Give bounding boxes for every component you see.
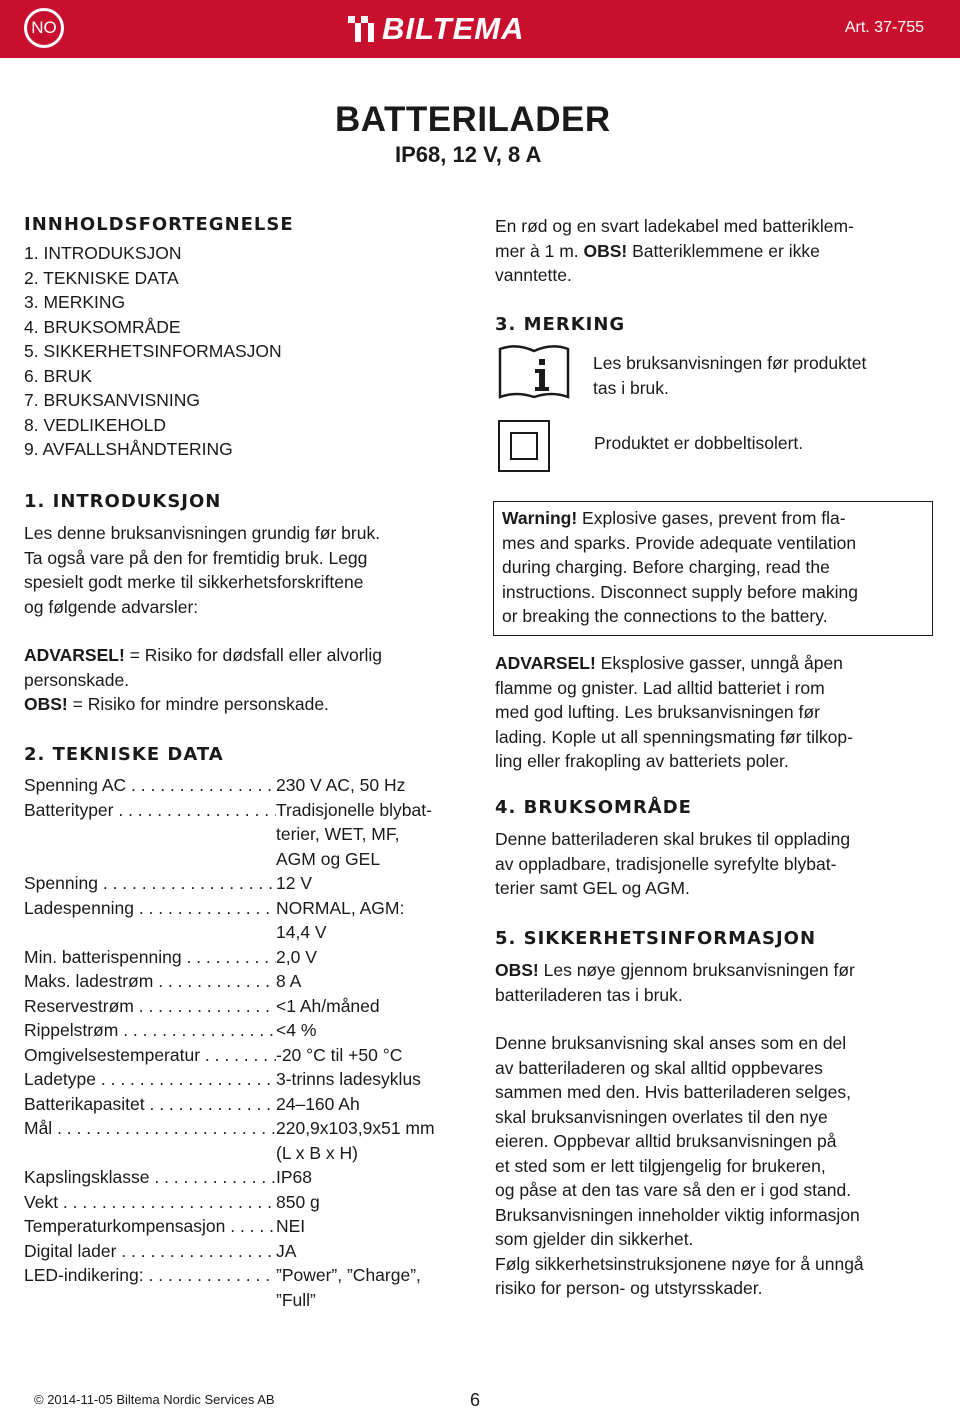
spec-value: [276, 1018, 474, 1043]
warning-box: Warning! Explosive gases, prevent from fla- mes and sparks. Provide adequate ventilation during charging. Before charging, read the instructions. Disconnect supply before making or breaking the connections to the battery.: [493, 501, 933, 636]
sikkerhet-line: Denne bruksanvisning skal anses som en del: [495, 1033, 847, 1053]
sikkerhet-heading: 5. SIKKERHETSINFORMASJON: [495, 928, 817, 949]
spec-key: Reservestrøm . . .: [24, 994, 276, 1019]
spec-row: [24, 1165, 474, 1190]
spec-value-line: 850 g: [276, 1191, 320, 1212]
spec-key: Batterikapasitet . . .: [24, 1092, 276, 1117]
spec-row: [24, 896, 474, 945]
sikkerhet-line: sammen med den. Hvis batteriladeren selges,: [495, 1082, 852, 1102]
sikkerhet-obs-line: Les nøye gjennom bruksanvisningen før: [538, 960, 855, 980]
spec-key: Rippelstrøm . . .: [24, 1018, 276, 1043]
spec-value: [276, 773, 474, 798]
spec-value-line: 2,0 V: [276, 946, 317, 967]
spec-value-line: 220,9x103,9x51 mm: [276, 1118, 435, 1138]
spec-value-line: 3-trinns ladesyklus: [276, 1069, 421, 1089]
warning-line: mes and sparks. Provide adequate ventilation: [502, 532, 857, 553]
toc-list: [24, 241, 464, 462]
bruk-line: terier samt GEL og AGM.: [495, 878, 690, 898]
document-title: BATTERILADER: [335, 100, 611, 139]
spec-value-line: -20 °C til +50 °C: [276, 1044, 403, 1065]
merking-double-text: Produktet er dobbeltisolert.: [594, 433, 804, 453]
spec-key: Digital lader . . .: [24, 1239, 276, 1264]
spec-row: [24, 1043, 474, 1068]
advarsel-line: med god lufting. Les bruksanvisningen før: [495, 702, 820, 722]
spec-value-line: ”Power”, ”Charge”,: [276, 1265, 421, 1285]
tech-heading-wrap: [24, 744, 224, 765]
spec-row: [24, 1263, 474, 1312]
spec-row: [24, 1116, 474, 1165]
language-badge: NO: [24, 8, 64, 48]
spec-key: Batterityper . . .: [24, 798, 276, 872]
spec-row: [24, 1239, 474, 1264]
copyright: © 2014-11-05 Biltema Nordic Services AB: [34, 1392, 275, 1407]
toc-item: 2. TEKNISKE DATA: [24, 267, 179, 288]
spec-key: Maks. ladestrøm . . .: [24, 969, 276, 994]
spec-row: [24, 1190, 474, 1215]
spec-row: [24, 1092, 474, 1117]
read-manual-icon: [498, 343, 570, 399]
sikkerhet-obs-line: batteriladeren tas i bruk.: [495, 984, 683, 1005]
spec-key: Mål . . .: [24, 1116, 276, 1165]
spec-key: Kapslingsklasse . . .: [24, 1165, 276, 1190]
spec-value-line: ”Full”: [276, 1289, 316, 1310]
warning-line: instructions. Disconnect supply before making: [502, 581, 859, 602]
intro-paragraph: [24, 521, 474, 619]
page-number: 6: [470, 1390, 481, 1410]
spec-key: Omgivelsestemperatur . . .: [24, 1043, 276, 1068]
spec-key: Temperaturkompensasjon . . .: [24, 1214, 276, 1239]
merking-heading-wrap: [495, 314, 625, 335]
obs-definition: OBS! = Risiko for mindre personskade.: [24, 694, 329, 714]
spec-value: [276, 798, 474, 872]
spec-value-line: (L x B x H): [276, 1142, 358, 1163]
double-insulation-icon: [498, 420, 550, 472]
sikkerhet-line: eieren. Oppbevar alltid bruksanvisningen på: [495, 1131, 837, 1151]
advarsel-line: ling eller frakopling av batteriets poler.: [495, 751, 789, 771]
warning-line: or breaking the connections to the battery.: [502, 606, 828, 626]
advarsel-definition: ADVARSEL! = Risiko for dødsfall eller alvorlig personskade.: [24, 645, 383, 690]
spec-value-line: terier, WET, MF,: [276, 824, 400, 844]
sikkerhet-line: risiko for person- og utstyrsskader.: [495, 1278, 763, 1298]
spec-key: Ladespenning . . .: [24, 896, 276, 945]
spec-key: Min. batterispenning . . .: [24, 945, 276, 970]
intro-line: Les denne bruksanvisningen grundig før bruk.: [24, 523, 381, 543]
sikkerhet-line: skal bruksanvisningen overlates til den nye: [495, 1106, 828, 1127]
spec-value: [276, 1239, 474, 1264]
intro-line: spesielt godt merke til sikkerhetsforskriftene: [24, 572, 364, 592]
spec-value: [276, 1214, 474, 1239]
toc-item: 1. INTRODUKSJON: [24, 243, 182, 263]
sikkerhet-line: Følg sikkerhetsinstruksjonene nøye for å unngå: [495, 1253, 864, 1274]
spec-value-line: Tradisjonelle blybat-: [276, 799, 432, 820]
spec-value-line: 24–160 Ah: [276, 1093, 360, 1114]
sikkerhet-line: av batteriladeren og skal alltid oppbevares: [495, 1057, 823, 1078]
spec-row: [24, 1067, 474, 1092]
advarsel-line: flamme og gnister. Lad alltid batteriet i rom: [495, 677, 825, 698]
toc-item: 3. MERKING: [24, 292, 126, 312]
bruk-line: Denne batteriladeren skal brukes til opplading: [495, 829, 851, 849]
spec-row: [24, 945, 474, 970]
spec-value-line: <4 %: [276, 1020, 317, 1040]
spec-row: [24, 1214, 474, 1239]
spec-value-line: 8 A: [276, 971, 302, 991]
toc-item: 5. SIKKERHETSINFORMASJON: [24, 341, 282, 361]
toc-heading: INNHOLDSFORTEGNELSE: [24, 214, 294, 235]
spec-key: Ladetype . . .: [24, 1067, 276, 1092]
sikkerhet-section: [495, 928, 935, 1301]
article-number: Art. 37-755: [844, 19, 924, 36]
spec-value-line: NEI: [276, 1216, 306, 1236]
spec-row: [24, 798, 474, 872]
spec-row: [24, 969, 474, 994]
cable-info: En rød og en svart ladekabel med batteriklem- mer à 1 m. OBS! Batteriklemmene er ikke vanntette.: [495, 216, 854, 285]
advarsel-line: Eksplosive gasser, unngå åpen: [595, 653, 843, 673]
toc-item: 7. BRUKSANVISNING: [24, 390, 201, 410]
spec-value: [276, 1263, 474, 1312]
bruksomrade-text: [495, 827, 935, 901]
warning-line: Explosive gases, prevent from fla-: [577, 508, 846, 528]
spec-value: [276, 994, 474, 1019]
spec-row: [24, 1018, 474, 1043]
spec-value: [276, 1165, 474, 1190]
spec-value-line: IP68: [276, 1167, 312, 1187]
spec-value: [276, 945, 474, 970]
brand-name: BILTEMA: [382, 11, 525, 46]
spec-key: LED-indikering: . . .: [24, 1263, 276, 1312]
spec-value-line: AGM og GEL: [276, 848, 381, 869]
advarsel-line: lading. Kople ut all spenningsmating før tilkop-: [495, 726, 853, 747]
spec-value: [276, 1190, 474, 1215]
intro-section: [24, 491, 474, 717]
spec-key: Spenning AC . . .: [24, 773, 276, 798]
spec-value-line: JA: [276, 1240, 297, 1261]
spec-value: [276, 1043, 474, 1068]
table-of-contents: [24, 214, 464, 462]
document-subtitle: IP68, 12 V, 8 A: [395, 142, 542, 167]
sikkerhet-line: og påse at den tas vare så den er i god stand.: [495, 1180, 852, 1200]
bruk-line: av oppladbare, tradisjonelle syrefylte blybat-: [495, 853, 837, 874]
spec-row: [24, 773, 474, 798]
spec-value: [276, 1116, 474, 1165]
bruksomrade-section: [495, 797, 935, 901]
tech-heading: 2. TEKNISKE DATA: [24, 744, 224, 765]
intro-text: [24, 521, 474, 619]
spec-value: [276, 1067, 474, 1092]
spec-row: [24, 994, 474, 1019]
spec-value-line: <1 Ah/måned: [276, 995, 380, 1016]
intro-line: Ta også vare på den for fremtidig bruk. Legg: [24, 547, 368, 568]
spec-value: [276, 969, 474, 994]
spec-row: [24, 871, 474, 896]
sikkerhet-obs: OBS! Les nøye gjennom bruksanvisningen før batteriladeren tas i bruk.: [495, 960, 855, 1005]
advarsel-block: ADVARSEL! Eksplosive gasser, unngå åpen flamme og gnister. Lad alltid batteriet i rom med god lufting. Les bruksanvisningen før lading. Kople ut all spenningsmating før tilkop- ling eller frakopling av batteriets poler.: [495, 653, 853, 771]
spec-value: [276, 896, 474, 945]
tech-specs-table: [24, 773, 474, 1312]
sikkerhet-line: Bruksanvisningen inneholder viktig informasjon: [495, 1204, 860, 1225]
spec-value-line: NORMAL, AGM:: [276, 897, 405, 918]
spec-key: Vekt . . .: [24, 1190, 276, 1215]
spec-value: [276, 871, 474, 896]
sikkerhet-line: et sted som er lett tilgjengelig for brukeren,: [495, 1155, 826, 1176]
toc-item: 8. VEDLIKEHOLD: [24, 414, 166, 435]
spec-value: [276, 1092, 474, 1117]
toc-item: 6. BRUK: [24, 365, 93, 386]
spec-value-line: 230 V AC, 50 Hz: [276, 775, 406, 795]
sikkerhet-line: som gjelder din sikkerhet.: [495, 1229, 694, 1249]
checker-flag-icon: [348, 16, 374, 42]
intro-heading: 1. INTRODUKSJON: [24, 491, 222, 512]
toc-item: 9. AVFALLSHÅNDTERING: [24, 439, 233, 459]
bruksomrade-heading: 4. BRUKSOMRÅDE: [495, 797, 692, 818]
toc-item: 4. BRUKSOMRÅDE: [24, 316, 181, 337]
merking-read-text: Les bruksanvisningen før produktet tas i bruk.: [593, 353, 867, 398]
spec-value-line: 12 V: [276, 873, 312, 893]
merking-heading: 3. MERKING: [495, 314, 626, 335]
spec-value-line: 14,4 V: [276, 922, 327, 942]
intro-line: og følgende advarsler:: [24, 596, 199, 617]
spec-key: Spenning . . .: [24, 871, 276, 896]
sikkerhet-text: [495, 1031, 935, 1301]
brand-logo: [348, 11, 525, 46]
warning-line: during charging. Before charging, read the: [502, 557, 830, 577]
